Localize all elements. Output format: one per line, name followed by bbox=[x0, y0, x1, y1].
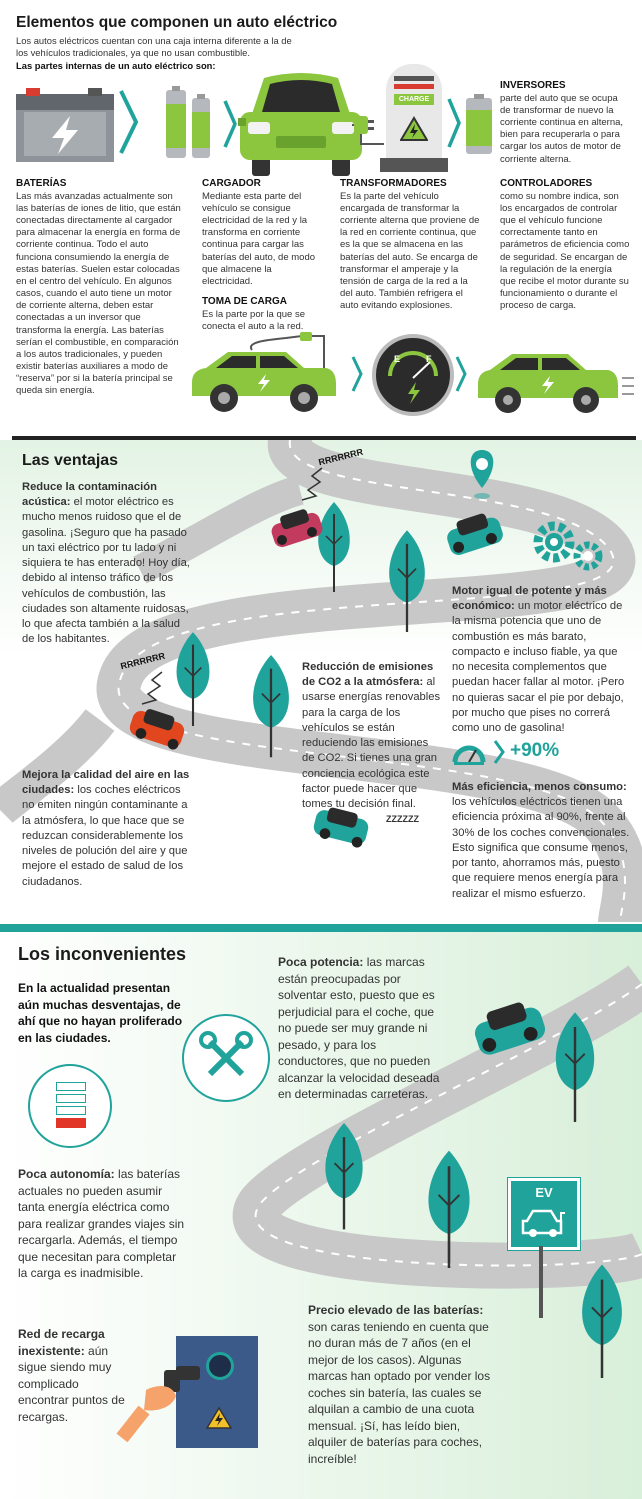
gears-icon bbox=[526, 512, 610, 578]
chevron-right-icon bbox=[454, 354, 468, 394]
lightning-warning-icon bbox=[400, 116, 428, 142]
speedometer-icon bbox=[452, 740, 486, 766]
co2-heading: Reducción de emisiones de CO2 a la atmósfera: bbox=[302, 661, 434, 689]
sound-label-2: RRRRRRR bbox=[119, 650, 167, 672]
ventajas-title: Las ventajas bbox=[22, 452, 119, 469]
cargador-body: Mediante esta parte del vehículo se consigue electricidad de la red y la transforma en corriente continua para cargar las baterías del auto, de modo que almacene la electricidad. bbox=[202, 190, 316, 287]
controladores-body: como su nombre indica, son los encargados de controlar que el vehículo funcione correctamente tanto en parámetros de eficiencia como de seguridad. Se encargan de la regulación de la energía que recibe el motor durante su funcionamiento o durante el proceso de carga. bbox=[500, 190, 630, 312]
section-components bbox=[0, 0, 642, 430]
section-ventajas bbox=[0, 440, 642, 922]
inconvenientes-intro: En la actualidad presentan aún muchas desventajas, de ahí que no hayan proliferado en las ciudades. bbox=[18, 981, 183, 1045]
gauge-e-label: E bbox=[394, 354, 401, 364]
tools-icon bbox=[182, 1014, 270, 1102]
hand-plug-icon bbox=[116, 1350, 208, 1442]
sound-wave-icon bbox=[136, 670, 166, 706]
side-car-moving-icon bbox=[476, 350, 636, 422]
location-pin-icon bbox=[466, 448, 498, 500]
inversores-text bbox=[500, 80, 628, 166]
wrench-icon bbox=[198, 1030, 254, 1086]
efficiency-percent: +90% bbox=[510, 740, 560, 761]
transformadores-text bbox=[340, 178, 482, 312]
sound-label-1: RRRRRRR bbox=[317, 446, 365, 468]
precio-text bbox=[308, 1302, 498, 1467]
section-inconvenientes bbox=[0, 924, 642, 1499]
controladores-text bbox=[500, 178, 630, 312]
toma-heading: TOMA DE CARGA bbox=[202, 296, 287, 307]
calidad-heading: Mejora la calidad del aire en las ciudades: bbox=[22, 769, 190, 797]
ev-sign bbox=[508, 1178, 580, 1250]
front-car-icon bbox=[238, 68, 364, 180]
transformadores-body: Es la parte del vehículo encargada de transformar la corriente alterna que proviene de la red en corriente continua, que es la que se almacena en las baterías del auto. Se encarga de transformar el amperaje y la tensión de carga de la red a la del auto. También refrigera el auto evitando explosiones. bbox=[340, 190, 480, 312]
side-car-charging-icon bbox=[186, 330, 346, 420]
inverter-cell-icon bbox=[462, 92, 496, 156]
toma-text bbox=[202, 296, 332, 333]
battery-cells-icon bbox=[160, 84, 220, 160]
ev-label: EV bbox=[535, 1185, 553, 1200]
gauge-f-label: F bbox=[426, 354, 432, 364]
inversores-heading: INVERSORES bbox=[500, 80, 566, 91]
ruido-heading: Reduce la contaminación acústica: bbox=[22, 481, 157, 509]
eficiencia-body: los vehículos eléctricos tienen una eficiencia próxima al 90%, frente al 30% de los coches convencionales. Esto significa que consume menos, por tanto, ahorramos más, puesto que requiere menos energía para realizar el mismo esfuerzo. bbox=[452, 796, 630, 900]
calidad-text bbox=[22, 768, 190, 890]
tree-icon bbox=[574, 1262, 630, 1378]
gauge-arc bbox=[376, 338, 450, 412]
battery-icon bbox=[14, 84, 116, 166]
battery-level-icon bbox=[28, 1064, 112, 1148]
tree-icon bbox=[318, 1120, 370, 1230]
potencia-body: las marcas están preocupadas por solventar esto, puesto que es perjudicial para el coche, que no puede ser muy grande ni pesado, y para los conductores, que no pueden alcanzar la velocidad deseada en determinadas carreteras. bbox=[278, 955, 440, 1102]
section1-intro: Los autos eléctricos cuentan con una caja interna diferente a la de los vehículos tradicionales, ya que no usan combustible. bbox=[16, 35, 292, 59]
precio-body: son caras teniendo en cuenta que no duran más de 7 años (en el mejor de los casos). Algunas marcas han optado por vender los coches sin batería, las cuales se alquilan a cambio de una cuota mensual. ¡Sí, has leído bien, alquiler de baterías para coches, increíble! bbox=[308, 1319, 491, 1466]
tree-icon bbox=[246, 652, 296, 758]
baterias-heading: BATERÍAS bbox=[16, 178, 67, 189]
chevron-right-icon bbox=[492, 738, 506, 766]
controladores-heading: CONTROLADORES bbox=[500, 178, 593, 189]
sound-label-3: ZZZZZZ bbox=[386, 814, 419, 824]
baterias-body: Las más avanzadas actualmente son las baterías de iones de litio, que están conectadas directamente al cargador para almacenar la energía en forma de corriente continua. Todo el auto funciona consumiendo la energía de estas baterías. Suelen estar colocadas en el centro del vehículo. En algunos casos, cuando el auto tiene un motor de corriente alterna, deben estar conectadas a un inversor que transforma la energía. Las baterías serían el combustible, en comparación a los autos tradicionales, y pueden existir baterías auxiliares a modo de “reserva” por si la batería principal se queda sin energía. bbox=[16, 190, 181, 397]
car-orange-icon bbox=[126, 702, 188, 750]
ruido-body: el motor eléctrico es mucho menos ruidoso que el de gasolina. ¡Seguro que ha pasado un taxi eléctrico por tu lado y ni siquiera te has enterado! Hoy día, debido al intenso tráfico de los vehículos de combustión, las ciudades son altamente ruidosas, lo que afecta también a la salud de los habitantes. bbox=[22, 496, 190, 646]
eficiencia-heading: Más eficiencia, menos consumo: bbox=[452, 781, 627, 793]
autonomia-body: las baterías actuales no pueden asumir tanta energía eléctrica como para realizar grandes viajes sin recargarla. Además, el tiempo que necesitan para completar la carga es inadmisible. bbox=[18, 1167, 185, 1281]
station-base bbox=[380, 158, 448, 172]
ruido-text bbox=[22, 480, 194, 648]
potencia-heading: Poca potencia: bbox=[278, 955, 364, 969]
tree-icon bbox=[548, 1010, 602, 1122]
tree-icon bbox=[382, 528, 432, 632]
chevron-right-icon bbox=[350, 354, 364, 394]
battery-gauge bbox=[372, 334, 454, 416]
motor-heading: Motor igual de potente y más económico: bbox=[452, 585, 607, 613]
red-text bbox=[18, 1326, 128, 1425]
ev-sign-pole bbox=[539, 1246, 543, 1318]
cargador-text bbox=[202, 178, 322, 288]
autonomia-heading: Poca autonomía: bbox=[18, 1167, 115, 1181]
warning-lightning-icon bbox=[206, 1406, 232, 1430]
red-heading: Red de recarga inexistente: bbox=[18, 1327, 105, 1358]
ev-car-icon bbox=[521, 1207, 567, 1239]
car-teal-icon bbox=[442, 510, 508, 556]
car-teal-icon bbox=[470, 998, 550, 1056]
potencia-text bbox=[278, 954, 442, 1103]
tree-icon bbox=[420, 1148, 478, 1268]
transformadores-heading: TRANSFORMADORES bbox=[340, 178, 447, 189]
cargador-heading: CARGADOR bbox=[202, 178, 261, 189]
motor-text bbox=[452, 584, 630, 736]
inconvenientes-title: Los inconvenientes bbox=[18, 944, 187, 964]
co2-text bbox=[302, 660, 442, 812]
section1-title: Elementos que componen un auto eléctrico bbox=[16, 14, 338, 31]
red-body: aún sigue siendo muy complicado encontrar puntos de recargas. bbox=[18, 1343, 125, 1424]
chevron-right-icon bbox=[118, 88, 140, 156]
eficiencia-text bbox=[452, 780, 630, 902]
chevron-right-icon bbox=[222, 98, 238, 150]
motor-body: un motor eléctrico de la misma potencia que uno de combustión es más barato, compacto e incluso fiable, ya que no necesita complementos que puedan hacer fallar al motor. ¡Pero no quieras sacar el pie por debajo, por mucho que pises no correrá como uno de gasolina! bbox=[452, 600, 625, 735]
co2-body: al usarse energías renovables para la carga de los vehículos se están reduciendo las emisiones de CO2. Si tienes una gran conciencia ecológica este factor puede hacer que tomes tu decisión final. bbox=[302, 676, 441, 811]
sound-wave-icon bbox=[296, 466, 326, 502]
charge-label: CHARGE bbox=[394, 94, 434, 105]
autonomia-text bbox=[18, 1166, 186, 1282]
toma-body: Es la parte por la que se conecta el auto a la red. bbox=[202, 308, 305, 332]
charging-station bbox=[386, 64, 442, 158]
car-pink-icon bbox=[268, 506, 326, 548]
section1-subtitle: Las partes internas de un auto eléctrico son: bbox=[16, 60, 216, 71]
inversores-body: parte del auto que se ocupa de transformar de nuevo la corriente continua en alterna, bien para recuperarla o para cargar los autos de motor de corriente alterna. bbox=[500, 92, 624, 165]
baterias-text bbox=[16, 178, 182, 397]
calidad-body: los coches eléctricos no emiten ningún contaminante a la atmósfera, lo que hace que se reduzcan considerablemente los niveles de polución del aire y que mejore el estado de salud de los ciudadanos. bbox=[22, 784, 188, 888]
plug-icon bbox=[352, 108, 388, 148]
precio-heading: Precio elevado de las baterías: bbox=[308, 1303, 484, 1317]
chevron-right-icon bbox=[446, 96, 462, 150]
